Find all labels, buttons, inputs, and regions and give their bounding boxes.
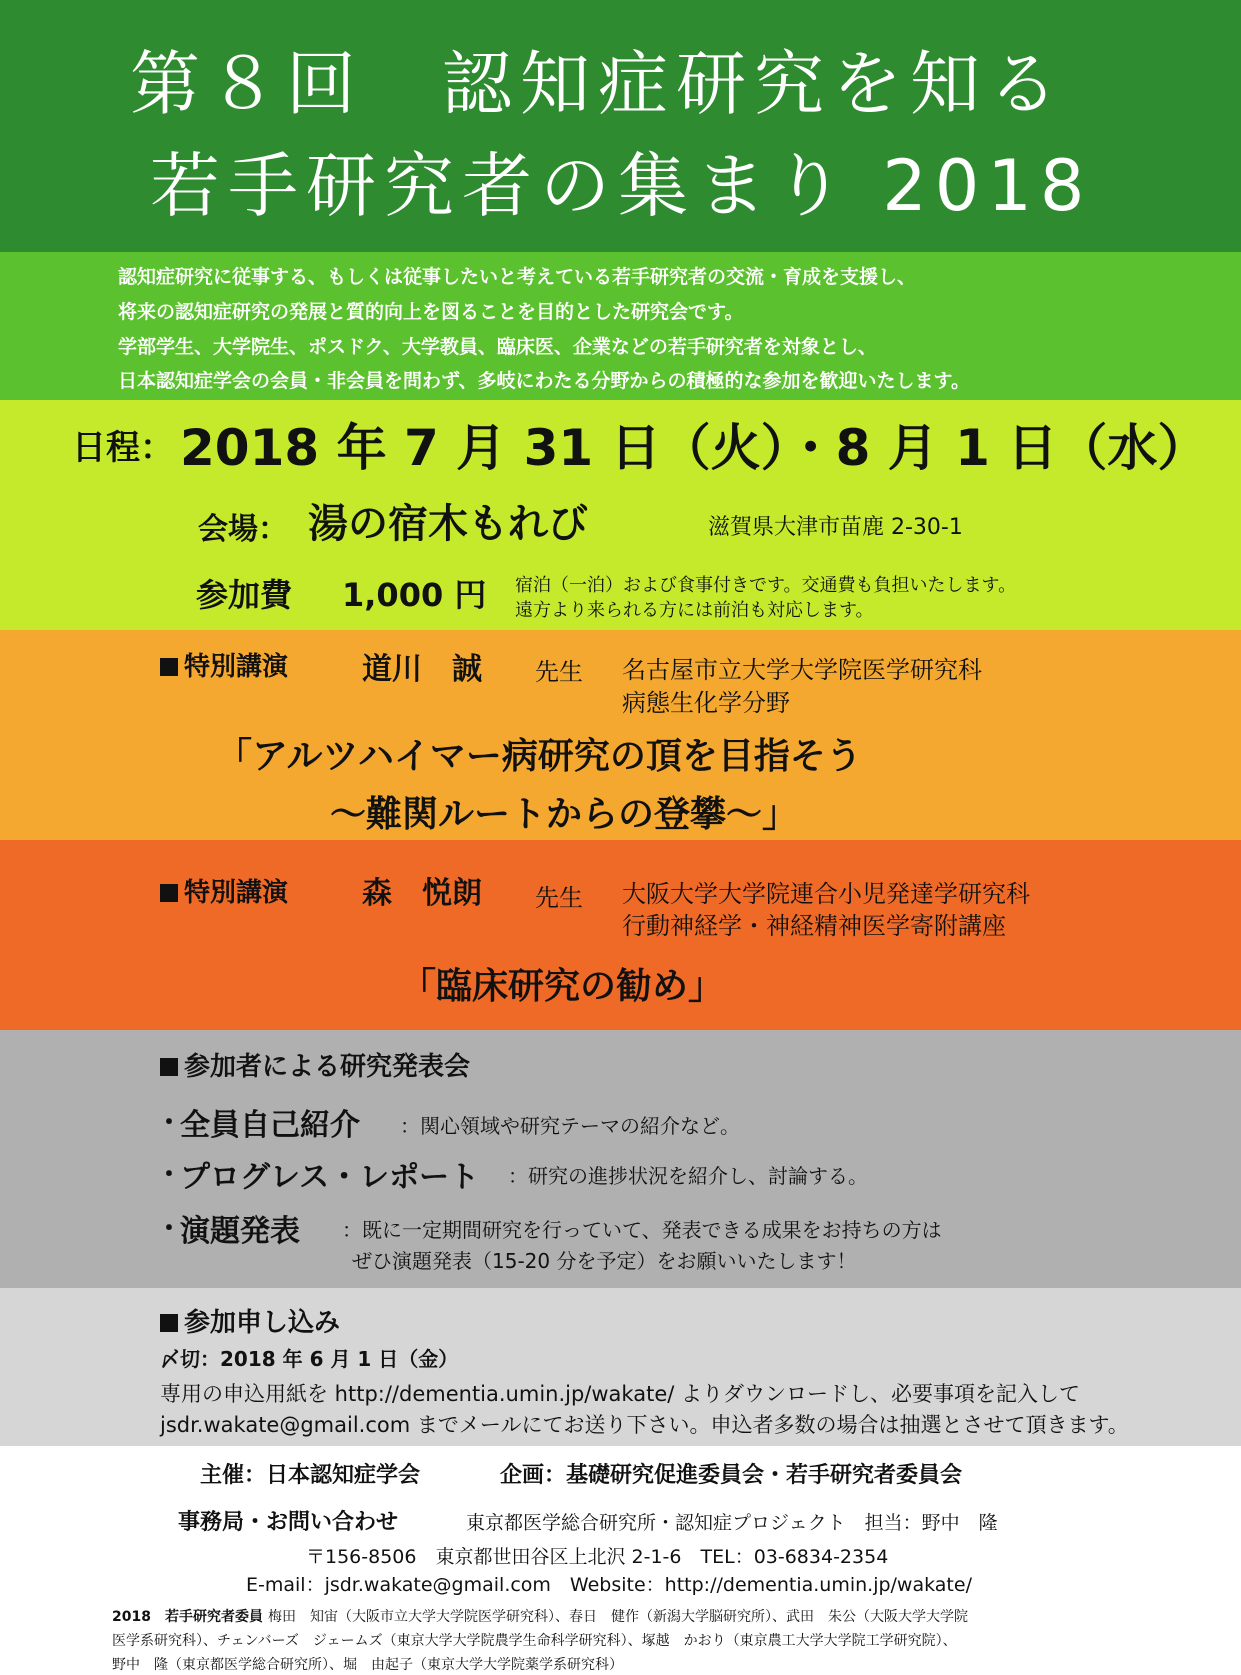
apply-line2: jsdr.wakate@gmail.com までメールにてお送り下さい。申込者多数の場合は抽選とさせて頂きます。: [160, 1413, 1129, 1437]
lecture2-affiliation1: 大阪大学大学院連合小児発達学研究科: [622, 880, 1030, 908]
research-item3-desc: ：既に一定期間研究を行っていて、発表できる成果をお持ちの方は: [342, 1218, 942, 1242]
title-line2: 若手研究者の集まり 2018: [150, 145, 1093, 227]
organizer-planning: 企画：基礎研究促進委員会・若手研究者委員会: [500, 1463, 963, 1488]
venue-label: 会場：: [198, 512, 288, 547]
schedule-label: 日程：: [72, 428, 174, 468]
schedule-value: 2018 年 7 月 31 日（火）・8 月 1 日（水）: [180, 419, 1208, 477]
research-item1-label: 全員自己紹介: [180, 1108, 360, 1143]
contact-org: 東京都医学総合研究所・認知症プロジェクト 担当：野中 隆: [466, 1512, 998, 1534]
committee-line3: 野中 隆（東京都医学総合研究所）、堀 由起子（東京大学大学院薬学系研究科）: [112, 1657, 623, 1673]
lecture1-title1: 「アルツハイマー病研究の頂を目指そう: [216, 736, 862, 777]
lecture1-speaker: 道川 誠: [362, 652, 482, 687]
lecture2-title: 「臨床研究の勧め」: [400, 966, 725, 1007]
intro-line-1: 認知症研究に従事する、もしくは従事したいと考えている若手研究者の交流・育成を支援し、: [118, 266, 917, 288]
research-item2-label: プログレス・レポート: [180, 1160, 480, 1195]
apply-heading: 参加申し込み: [160, 1302, 340, 1339]
research-item2-desc: ：研究の進捗状況を紹介し、討論する。: [508, 1164, 868, 1188]
contact-web: E-mail：jsdr.wakate@gmail.com Website：http://dementia.umin.jp/wakate/: [246, 1574, 972, 1596]
committee-line2: 医学系研究科）、チェンバーズ ジェームズ（東京大学大学院農学生命科学研究科）、塚越 かおり（東京農工大学大学院工学研究院）、: [112, 1633, 957, 1649]
contact-address: 〒156-8506 東京都世田谷区上北沢 2-1-6 TEL：03-6834-2354: [306, 1546, 889, 1568]
lecture2-affiliation2: 行動神経学・神経精神医学寄附講座: [622, 912, 1006, 940]
lecture2-honorific: 先生: [535, 884, 583, 912]
fee-note1: 宿泊（一泊）および食事付きです。交通費も負担いたします。: [515, 575, 1017, 596]
intro-line-3: 学部学生、大学院生、ポスドク、大学教員、臨床医、企業などの若手研究者を対象とし、: [118, 336, 877, 358]
research-item3-label: 演題発表: [180, 1214, 300, 1249]
lecture1-heading: 特別講演: [160, 646, 288, 683]
lecture2-heading: 特別講演: [160, 872, 288, 909]
apply-line1: 専用の申込用紙を http://dementia.umin.jp/wakate/ よりダウンロードし、必要事項を記入して: [160, 1382, 1080, 1406]
fee-amount: 1,000 円: [342, 576, 487, 614]
intro-line-2: 将来の認知症研究の発展と質的向上を図ることを目的とした研究会です。: [118, 301, 744, 323]
venue-address: 滋賀県大津市苗鹿 2-30-1: [708, 515, 963, 540]
committee-line1: 梅田 知宙（大阪市立大学大学院医学研究科）、春日 健作（新潟大学脳研究所）、武田 朱公（大阪大学大学院: [268, 1609, 968, 1625]
apply-deadline: 〆切：2018 年 6 月 1 日（金）: [160, 1347, 459, 1371]
venue-name: 湯の宿木もれび: [308, 501, 588, 547]
research-bullet-1: ・: [156, 1108, 183, 1138]
fee-label: 参加費: [196, 576, 293, 614]
title-line1: 第８回 認知症研究を知る: [130, 43, 1066, 125]
fee-note2: 遠方より来られる方には前泊も対応します。: [515, 600, 874, 621]
lecture1-affiliation2: 病態生化学分野: [622, 689, 790, 717]
lecture1-honorific: 先生: [535, 658, 583, 686]
lecture2-speaker: 森 悦朗: [362, 876, 482, 911]
research-heading: 参加者による研究発表会: [160, 1046, 470, 1083]
intro-line-4: 日本認知症学会の会員・非会員を問わず、多岐にわたる分野からの積極的な参加を歓迎いたします。: [118, 370, 970, 392]
research-item1-desc: ：関心領域や研究テーマの紹介など。: [400, 1114, 740, 1138]
contact-label: 事務局・お問い合わせ: [178, 1510, 399, 1535]
research-bullet-2: ・: [156, 1160, 183, 1190]
organizer-host: 主催：日本認知症学会: [200, 1463, 421, 1488]
lecture1-affiliation1: 名古屋市立大学大学院医学研究科: [622, 656, 982, 684]
research-item3-line2: ぜひ演題発表（15-20 分を予定）をお願いいたします！: [352, 1249, 857, 1273]
research-bullet-3: ・: [156, 1214, 183, 1244]
lecture1-title2: 〜難関ルートからの登攀〜」: [330, 794, 799, 835]
committee-label: 2018 若手研究者委員: [112, 1609, 263, 1625]
